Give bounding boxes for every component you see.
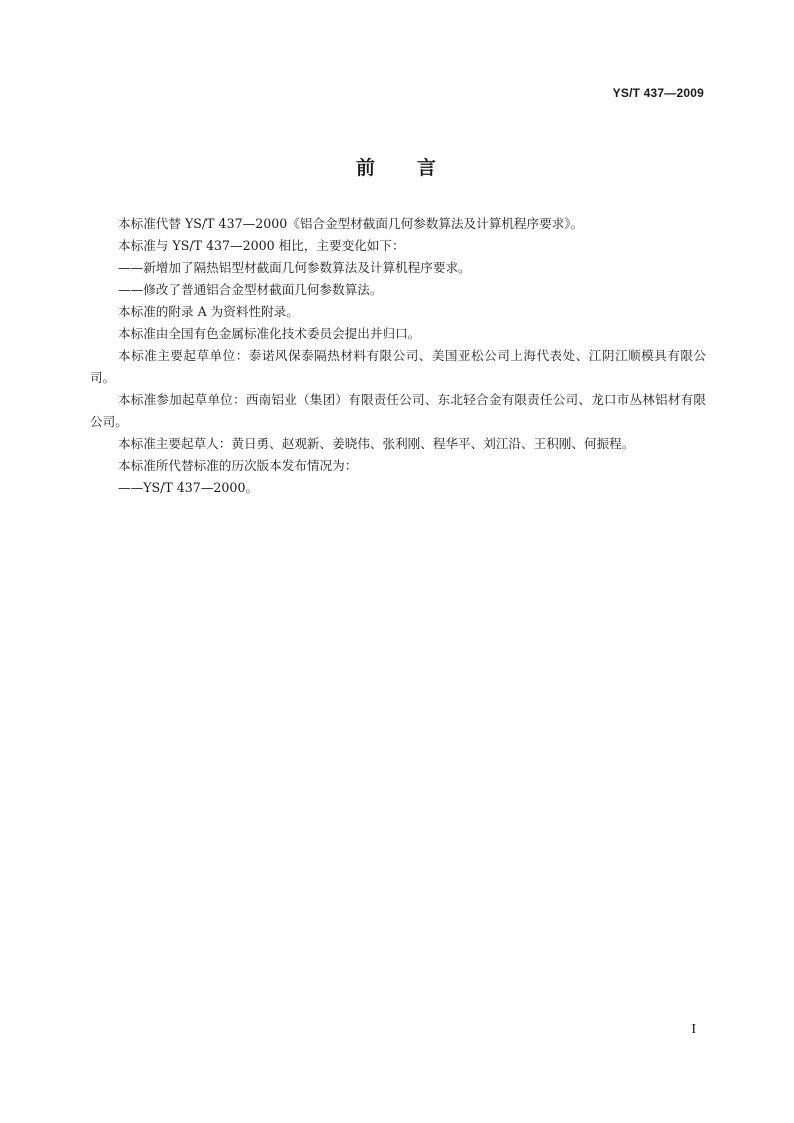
paragraph-proposer: 本标准由全国有色金属标准化技术委员会提出并归口。 (118, 326, 421, 341)
paragraph-participating-units: 本标准参加起草单位：西南铝业（集团）有限责任公司、东北轻合金有限责任公司、龙口市丛林铝材有限公司。 (90, 392, 706, 429)
paragraph-history-intro: 本标准所代替标准的历次版本发布情况为： (118, 458, 358, 473)
standard-code: YS/T 437—2009 (612, 86, 704, 100)
page-title (0, 153, 794, 180)
paragraph-replaces: 本标准代替 YS/T 437—2000《铝合金型材截面几何参数算法及计算机程序要求》。 (118, 216, 584, 231)
list-item-history-1: ——YS/T 437—2000。 (118, 480, 259, 495)
foreword-body (90, 213, 706, 499)
paragraph-main-drafters-units: 本标准主要起草单位：泰诺风保泰隔热材料有限公司、美国亚松公司上海代表处、江阴江顺模具有限公司。 (90, 348, 706, 385)
list-item-change-1: ——新增加了隔热铝型材截面几何参数算法及计算机程序要求。 (118, 260, 471, 275)
paragraph-main-drafters: 本标准主要起草人：黄日勇、赵观新、姜晓伟、张利刚、程华平、刘江沿、王积刚、何振程。 (118, 436, 635, 451)
title-char-1: 前 (355, 157, 377, 179)
title-char-2: 言 (417, 157, 439, 179)
paragraph-changes-intro: 本标准与 YS/T 437—2000 相比，主要变化如下： (118, 238, 405, 253)
paragraph-appendix: 本标准的附录 A 为资料性附录。 (118, 304, 299, 319)
page-number: I (691, 1022, 696, 1037)
list-item-change-2: ——修改了普通铝合金型材截面几何参数算法。 (118, 282, 383, 297)
